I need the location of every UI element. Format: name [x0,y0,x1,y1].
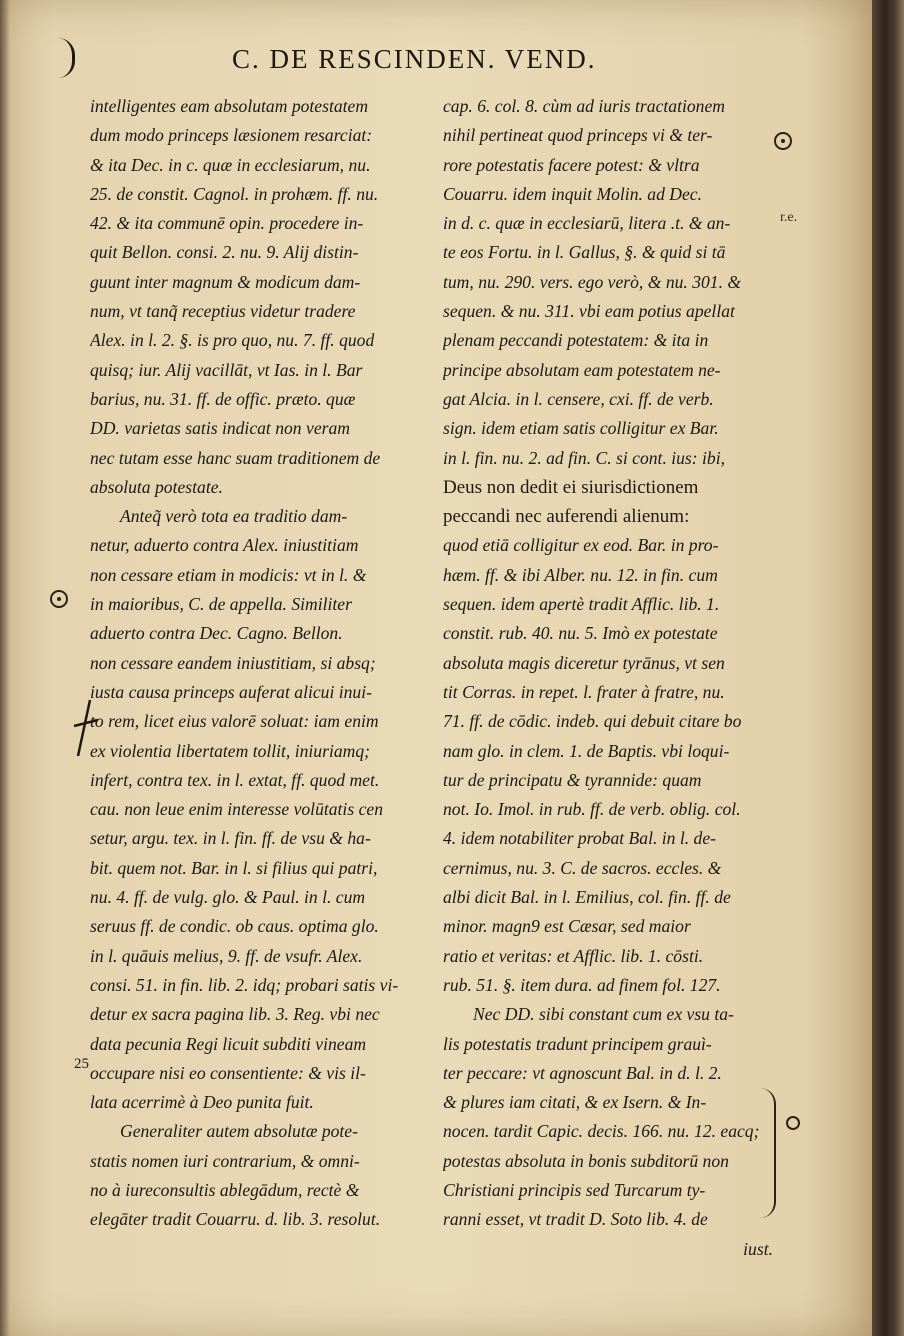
margin-circle-mark-right [774,132,792,150]
left-column-line: setur, argu. tex. in l. fin. ff. de vsu & ha- [90,828,371,849]
handwritten-cross-mark [72,698,100,758]
right-column-line: potestas absoluta in bonis subditorū non [443,1150,729,1171]
right-column-line: sequen. idem apertè tradit Afflic. lib. 1. [443,594,720,615]
left-column-line: in l. quāuis melius, 9. ff. de vsufr. Alex. [90,945,363,966]
left-column-line: DD. varietas satis indicat non veram [90,418,350,439]
left-column-line: Alex. in l. 2. §. is pro quo, nu. 7. ff. quod [90,330,375,351]
right-column-line: te eos Fortu. in l. Gallus, §. & quid si tā [443,242,726,263]
right-column-line: lis potestatis tradunt principem grauì- [443,1033,712,1054]
right-column-line: principe absolutam eam potestatem ne- [443,359,721,380]
margin-tick-mark: r.e. [780,210,798,225]
right-column-line: cernimus, nu. 3. C. de sacros. eccles. & [443,857,722,878]
left-column-line: nec tutam esse hanc suam traditionem de [90,447,381,468]
left-column-line: to rem, licet eius valorē soluat: iam enim [90,711,379,732]
margin-small-circle-mark [786,1116,800,1130]
left-column-line: barius, nu. 31. ff. de offic. præto. quæ [90,388,356,409]
left-column-line: num, vt tanq̃ receptius videtur tradere [90,301,356,322]
right-column-line: minor. magn9 est Cæsar, sed maior [443,916,691,937]
left-column-line: quisq; iur. Alij vacillāt, vt Ias. in l. Bar [90,359,363,380]
left-column-line: Generaliter autem absolutæ pote- [120,1121,358,1142]
left-text-column [90,92,420,1235]
right-column-line: 4. idem notabiliter probat Bal. in l. de- [443,828,717,849]
left-column-line: elegāter tradit Couarru. d. lib. 3. resolut. [90,1209,381,1230]
right-column-line: 71. ff. de cōdic. indeb. qui debuit citare bo [443,711,742,732]
right-column-line: ratio et veritas: et Afflic. lib. 1. cōsti. [443,945,704,966]
left-column-line: aduerto contra Dec. Cagno. Bellon. [90,623,343,644]
margin-circle-mark-left [50,590,68,608]
right-column-line: sequen. & nu. 311. vbi eam potius apellat [443,301,735,322]
right-column-line: tit Corras. in repet. l. frater à fratre, nu. [443,681,725,702]
next-page-edge [872,0,904,1336]
right-column-line: sign. idem etiam satis colligitur ex Bar. [443,418,719,439]
left-column-line: 25. de constit. Cagnol. in prohæm. ff. nu. [90,183,379,204]
right-column-line: tur de principatu & tyrannide: quam [443,769,702,790]
left-column-line: infert, contra tex. in l. extat, ff. quod met. [90,769,380,790]
right-column-line: hæm. ff. & ibi Alber. nu. 12. in fin. cum [443,564,718,585]
left-column-line: quit Bellon. consi. 2. nu. 9. Alij distin- [90,242,359,263]
right-column-line: constit. rub. 40. nu. 5. Imò ex potestate [443,623,718,644]
right-column-line: ter peccare: vt agnoscunt Bal. in d. l. 2. [443,1062,722,1083]
right-column-line: absoluta magis diceretur tyrānus, vt sen [443,652,725,673]
right-column-line: nihil pertineat quod princeps vi & ter- [443,125,713,146]
right-column-line: rore potestatis facere potest: & vltra [443,154,700,175]
left-column-line: ex violentia libertatem tollit, iniuriamq; [90,740,370,761]
left-column-line: statis nomen iuri contrarium, & omni- [90,1150,360,1171]
right-column-line: not. Io. Imol. in rub. ff. de verb. oblig. col. [443,799,741,820]
page-gutter-shadow [0,0,10,1336]
handwritten-bracket-mark [760,1088,776,1218]
left-column-line: iusta causa princeps auferat alicui inui- [90,681,372,702]
left-column-line: no à iureconsultis ablegādum, rectè & [90,1179,360,1200]
right-column-line: Couarru. idem inquit Molin. ad Dec. [443,183,703,204]
left-column-line: non cessare eandem iniustitiam, si absq; [90,652,376,673]
right-column-line: peccandi nec auferendi alienum: [443,506,690,528]
left-column-line: guunt inter magnum & modicum dam- [90,271,361,292]
right-column-line: gat Alcia. in l. censere, cxi. ff. de verb. [443,388,714,409]
left-column-line: bit. quem not. Bar. in l. si filius qui patri, [90,857,378,878]
left-column-line: consi. 51. in fin. lib. 2. idq; probari satis vi- [90,974,399,995]
right-column-line: Deus non dedit ei siurisdictionem [443,476,699,498]
right-column-line: albi dicit Bal. in l. Emilius, col. fin. ff. de [443,887,731,908]
right-column-line: plenam peccandi potestatem: & ita in [443,330,709,351]
left-column-line: netur, aduerto contra Alex. iniustitiam [90,535,359,556]
left-column-line: nu. 4. ff. de vulg. glo. & Paul. in l. cum [90,887,366,908]
left-column-line: non cessare etiam in modicis: vt in l. & [90,564,367,585]
left-column-line: data pecunia Regi licuit subditi vineam [90,1033,367,1054]
right-column-line: Nec DD. sibi constant cum ex vsu ta- [473,1004,734,1025]
right-column-line: in l. fin. nu. 2. ad fin. C. si cont. ius: ibi, [443,447,725,468]
right-column-line: nam glo. in clem. 1. de Baptis. vbi loqui- [443,740,730,761]
right-column-line: rub. 51. §. item dura. ad finem fol. 127. [443,974,721,995]
right-column-line: cap. 6. col. 8. cùm ad iuris tractationem [443,96,725,116]
right-column-line: tum, nu. 290. vers. ego verò, & nu. 301. & [443,271,742,292]
running-title: C. DE RESCINDEN. VEND. [232,44,597,74]
left-column-line: detur ex sacra pagina lib. 3. Reg. vbi nec [90,1004,380,1025]
left-column-line: absoluta potestate. [90,476,223,497]
right-column-line: ranni esset, vt tradit D. Soto lib. 4. de [443,1209,708,1230]
left-column-line: in maioribus, C. de appella. Similiter [90,594,352,615]
left-column-line: lata acerrimè à Deo punita fuit. [90,1092,314,1113]
left-column-line: cau. non leue enim interesse volūtatis cen [90,799,383,820]
right-text-column [443,92,773,1264]
left-column-line: Anteq̃ verò tota ea traditio dam- [120,506,348,527]
left-column-line: seruus ff. de condic. ob caus. optima glo. [90,916,379,937]
right-column-line: Christiani principis sed Turcarum ty- [443,1179,706,1200]
right-column-line: iust. [743,1238,773,1259]
left-column-line: occupare nisi eo consentiente: & vis il- [90,1062,366,1083]
right-column-line: in d. c. quæ in ecclesiarū, litera .t. & an- [443,213,731,234]
left-column-line: & ita Dec. in c. quæ in ecclesiarum, nu. [90,154,371,175]
right-column-line: quod etiā colligitur ex eod. Bar. in pro- [443,535,719,556]
margin-number: 25 [74,1056,89,1072]
left-column-line: 42. & ita communē opin. procedere in- [90,213,364,234]
left-column-line: intelligentes eam absolutam potestatem [90,96,369,116]
left-column-line: dum modo princeps læsionem resarciat: [90,125,373,146]
right-column-line: nocen. tardit Capic. decis. 166. nu. 12. eacq; [443,1121,760,1142]
right-column-line: & plures iam citati, & ex Isern. & In- [443,1092,707,1113]
